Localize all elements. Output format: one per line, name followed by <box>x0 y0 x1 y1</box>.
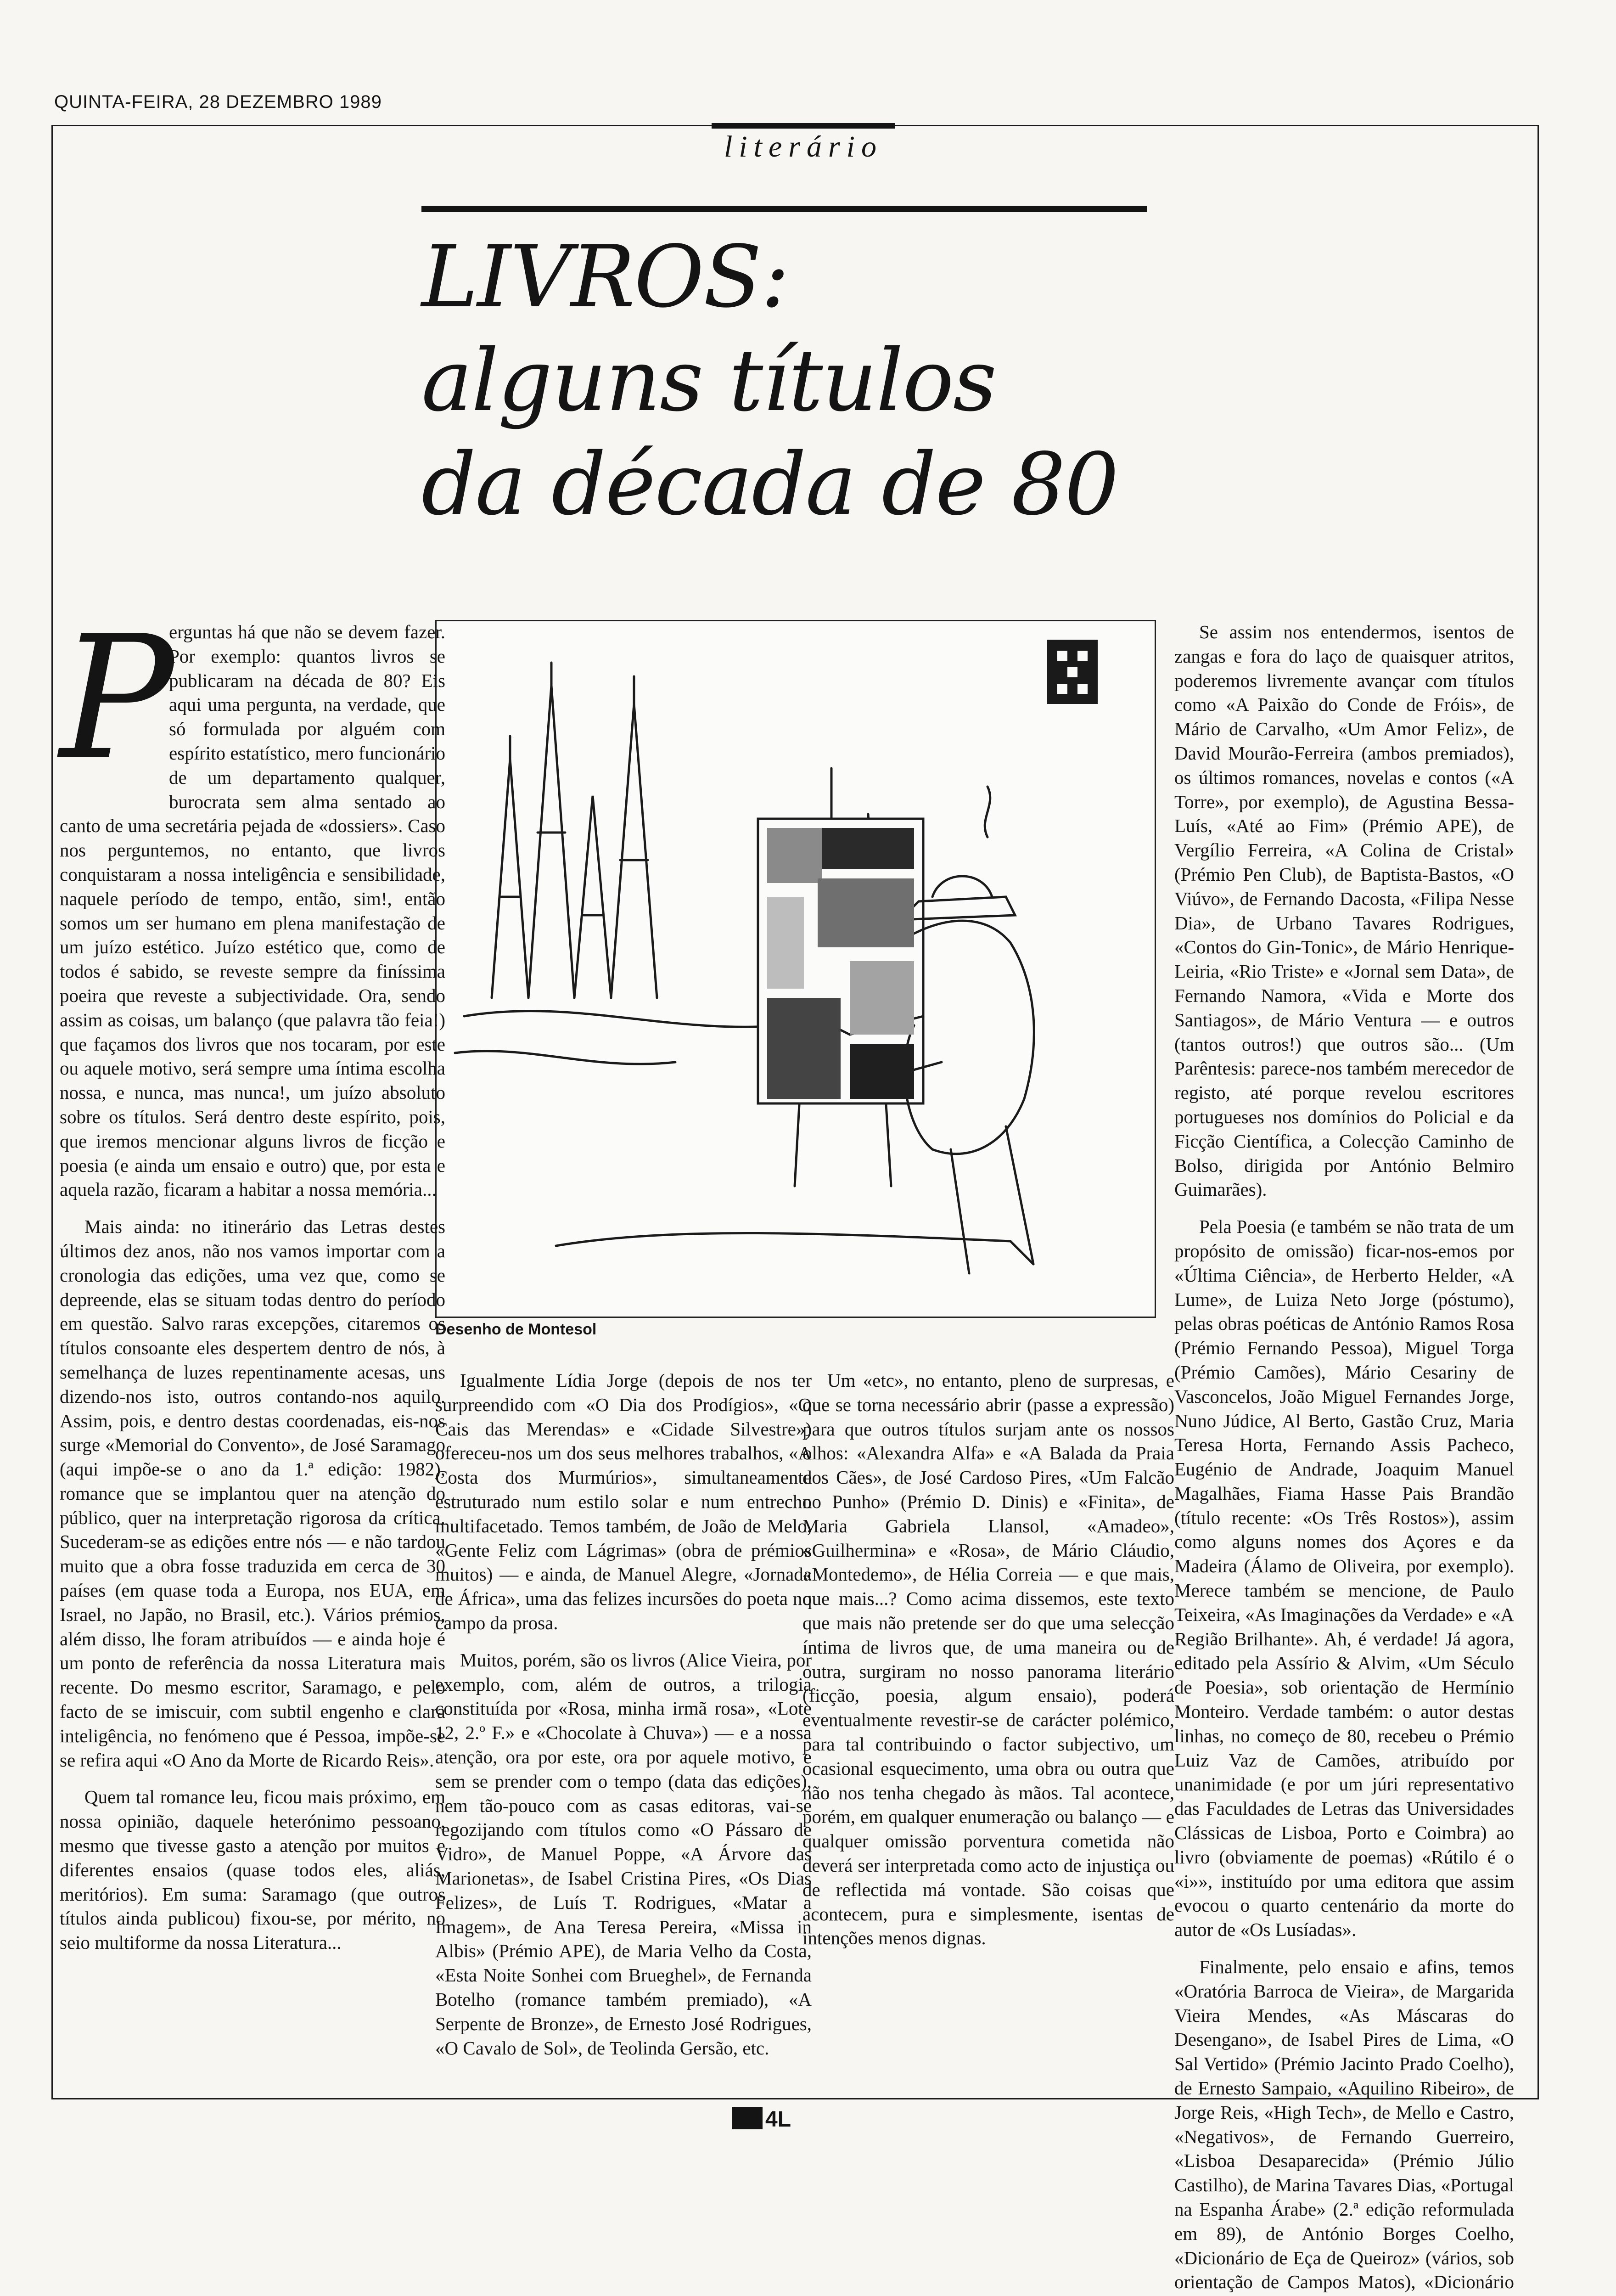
headline-line-3: da década de 80 <box>421 434 1118 534</box>
crest-icon <box>1047 640 1098 704</box>
section-title: literário <box>724 130 883 163</box>
paragraph-7: Se assim nos entendermos, isentos de zangas e fora do laço de quaisquer atritos, poderemos livremente avançar com títulos como «A Paixão do Conde de Fróis», de Mário de Carvalho, «Um Amor Feliz», de David Mourão-Ferreira (ambos premiados), os últimos romances, novelas e contos («A Torre», por exemplo), de Agustina Bessa-Luís, «Até ao Fim» (Prémio APE), de Vergílio Ferreira, «A Colina de Cristal» (Prémio Pen Club), de Baptista-Bastos, «O Viúvo», de Fernando Dacosta, «Filipa Nesse Dia», de Urbano Tavares Rodrigues, «Contos do Gin-Tonic», de Mário Henrique-Leiria, «Rio Triste» e «Jornal sem Data», de Fernando Namora, «Vida e Morte dos Santiagos», de Mário Ventura — e outros (tantos outros!) que outros são... (Um Parêntesis: parece-nos também merecedor de registo, até porque revelou escritores portugueses nos domínios do Policial e da Ficção Científica, a Colecção Caminho de Bolso, dirigida por António Belmiro Guimarães). <box>1174 621 1514 1200</box>
headline-line-2: alguns títulos <box>421 331 996 430</box>
paragraph-1: erguntas há que não se devem fazer. Por exemplo: quantos livros se publicaram na década de 80? Eis aqui uma pergunta, na verdade, que só formulada por alguém com espírito estatístico, mero funcionário de um departamento qualquer, burocrata sem alma sentado ao canto de uma secretária pejada de «dossiers». Caso nos perguntemos, no entanto, que livros conquistaram a nossa inteligência e sensibilidade, naquele período de tempo, então, sim!, então somos um ser humano em plena manifestação de um juízo estético. Juízo estético que, como de todos é sabido, se reveste sempre da finíssima poeira que reveste a subjectividade. Ora, sendo assim as coisas, um balanço (que palavra tão feia!) que façamos dos livros que nos tocaram, por este ou aquele motivo, será sempre uma íntima escolha nossa, e nunca, mas nunca!, um juízo absoluto sobre os títulos. Será dentro deste espírito, pois, que iremos mencionar alguns livros de ficção e poesia (e ainda um ensaio e outro) que, por esta e aquela razão, ficaram a habitar a nossa memória... <box>60 621 445 1200</box>
drop-cap: P <box>60 600 174 797</box>
headline-line-1: LIVROS: <box>421 227 789 326</box>
paragraph-6: Um «etc», no entanto, pleno de surpresas, e que se torna necessário abrir (passe a expressão) para que outros títulos surjam ante os nossos olhos: «Alexandra Alfa» e «A Balada da Praia dos Cães», de José Cardoso Pires, «Um Falcão no Punho» (Prémio D. Dinis) e «Finita», de Maria Gabriela Llansol, «Amadeo», «Guilhermina» e «Rosa», de Mário Cláudio, «Montedemo», de Hélia Correia — e que mais, que mais...? Como acima dissemos, este texto que mais não pretende ser do que uma selecção íntima de livros que, de uma maneira ou de outra, surgiram no nosso panorama literário (ficção, poesia, algum ensaio), poderá eventualmente revestir-se de carácter polémico, para tal contribuindo o factor subjectivo, um ocasional esquecimento, uma obra ou outra que não nos tenha chegado às mãos. Tal acontece, porém, em qualquer enumeração ou balanço — e qualquer omissão porventura cometida não deverá ser interpretada como acto de injustiça ou de reflectida má vontade. São coisas que acontecem, pura e simplesmente, isentas de intenções menos dignas. <box>802 1370 1174 1949</box>
headline <box>421 225 1165 536</box>
page-footer <box>732 2107 791 2132</box>
illustration-caption: Desenho de Montesol <box>435 1321 597 1338</box>
article-column-1 <box>60 600 445 1968</box>
article-column-3 <box>802 1368 1174 1963</box>
article-column-2 <box>435 1368 812 2073</box>
paragraph-5: Muitos, porém, são os livros (Alice Vieira, por exemplo, com, além de outros, a trilogia constituída por «Rosa, minha irmã rosa», «Lote 12, 2.º F.» e «Chocolate à Chuva») — e a nossa atenção, ora por este, ora por aquele motivo, e sem se prender com o tempo (data das edições), nem tão-pouco com as casas editoras, vai-se regozijando com títulos como «O Pássaro de Vidro», de Manuel Poppe, «A Árvore das Marionetas», de Isabel Cristina Pires, «Os Dias Felizes», de Luís T. Rodrigues, «Matar a Imagem», de Ana Teresa Pereira, «Missa in Albis» (Prémio APE), de Maria Velho da Costa, «Esta Noite Sonhei com Brueghel», de Fernanda Botelho (romance também premiado), «A Serpente de Bronze», de Ernesto José Rodrigues, «O Cavalo de Sol», de Teolinda Gersão, etc. <box>435 1649 812 2059</box>
paragraph-3: Quem tal romance leu, ficou mais próximo, em nossa opinião, daquele heterónimo pessoano, mesmo que tivesse gasto a atenção por muitos e diferentes ensaios (quase todos eles, aliás, meritórios). Em suma: Saramago (que outros títulos ainda publicou) fixou-se, por mérito, no seio multiforme da nossa Literatura... <box>60 1786 445 1953</box>
footer-logo-icon <box>732 2107 763 2129</box>
illustration-svg <box>437 621 1155 1317</box>
page-number: 4L <box>765 2107 791 2132</box>
dateline: QUINTA-FEIRA, 28 DEZEMBRO 1989 <box>54 92 382 112</box>
paragraph-9: Finalmente, pelo ensaio e afins, temos «Oratória Barroca de Vieira», de Margarida Vieira Mendes, «As Máscaras do Desengano», de Isabel Pires de Lima, «O Sal Vertido» (Prémio Jacinto Prado Coelho), de Ernesto Sampaio, «Aquilino Ribeiro», de Jorge Reis, «High Tech», de Mello e Castro, «Negativos», de Fernando Guerreiro, «Lisboa Desaparecida» (Prémio Júlio Castilho), de Marina Tavares Dias, «Portugal na Espanha Árabe» (2.ª edição reformulada em 89), de António Borges Coelho, «Dicionário de Eça de Queiroz» (vários, sob orientação de Campos Matos), «Dicionário <box>1174 1956 1514 2293</box>
paragraph-4: Igualmente Lídia Jorge (depois de nos ter surpreendido com «O Dia dos Prodígios», «O Cais das Merendas» e «Cidade Silvestre») ofereceu-nos um dos seus melhores trabalhos, «A Costa dos Murmúrios», simultaneamente estruturado num estilo solar e num entrecho multifacetado. Temos também, de João de Melo, «Gente Feliz com Lágrimas» (obra de prémios muitos) — e ainda, de Manuel Alegre, «Jornada de África», uma das felizes incursões do poeta no campo da prosa. <box>435 1370 812 1633</box>
paragraph-2: Mais ainda: no itinerário das Letras destes últimos dez anos, não nos vamos importar com a cronologia das edições, uma vez que, como se depreende, elas se situam todas dentro do período em questão. Salvo raras excepções, citaremos os títulos consoante eles despertem dentro de nós, à semelhança de luzes repentinamente acesas, uns dizendo-nos isto, outros contando-nos aquilo. Assim, pois, e dentro destas coordenadas, eis-nos surge «Memorial do Convento», de José Saramago (aqui impõe-se o ano da 1.ª edição: 1982), romance que se implantou quer na atenção do público, quer na interpretação rigorosa da crítica. Sucederam-se as edições entre nós — e não tardou muito que a obra fosse traduzida em cerca de 30 países (em quase toda a Europa, nos EUA, em Israel, no Japão, no Brasil, etc.). Vários prémios, além disso, lhe foram atribuídos — e ainda hoje é um ponto de referência da nossa Literatura mais recente. Do mesmo escritor, Saramago, e pelo facto de se imiscuir, com subtil engenho e clara inteligência, no fenómeno que é Pessoa, impõe-se se refira aqui «O Ano da Morte de Ricardo Reis». <box>60 1216 445 1771</box>
headline-rule <box>421 206 1147 212</box>
paragraph-8: Pela Poesia (e também se não trata de um propósito de omissão) ficar-nos-emos por «Última Ciência», de Herberto Helder, «A Lume», de Luiza Neto Jorge (póstumo), pelas obras poéticas de António Ramos Rosa (Prémio Fernando Pessoa), Miguel Torga (Prémio Camões), Mário Cesariny de Vasconcelos, João Miguel Fernandes Jorge, Nuno Júdice, Al Berto, Gastão Cruz, Maria Teresa Horta, Fernando Assis Pacheco, Eugénio de Andrade, Joaquim Manuel Magalhães, Fiama Hasse Pais Brandão (título recente: «Os Três Rostos»), assim como alguns nomes dos Açores e da Madeira (Álamo de Oliveira, por exemplo). Merece também se mencione, de Paulo Teixeira, «As Imaginações da Verdade» e «A Região Brilhante». Ah, é verdade! Já agora, editado pela Assírio & Alvim, «Um Século de Poesia», sob orientação de Hermínio Monteiro. Verdade também: o autor destas linhas, no começo de 80, recebeu o Prémio Luiz Vaz de Camões, atribuído por unanimidade (e por um júri representativo das Faculdades de Letras das Universidades Clássicas de Lisboa, Porto e Coimbra) ao livro (obviamente de poemas) «Rútilo é o «i»», instituído por uma editora que assim evocou o quarto centenário da morte do autor de «Os Lusíadas». <box>1174 1216 1514 1941</box>
illustration-drawing <box>435 620 1156 1318</box>
section-rule <box>712 123 895 129</box>
article-column-4 <box>1174 620 1514 2296</box>
